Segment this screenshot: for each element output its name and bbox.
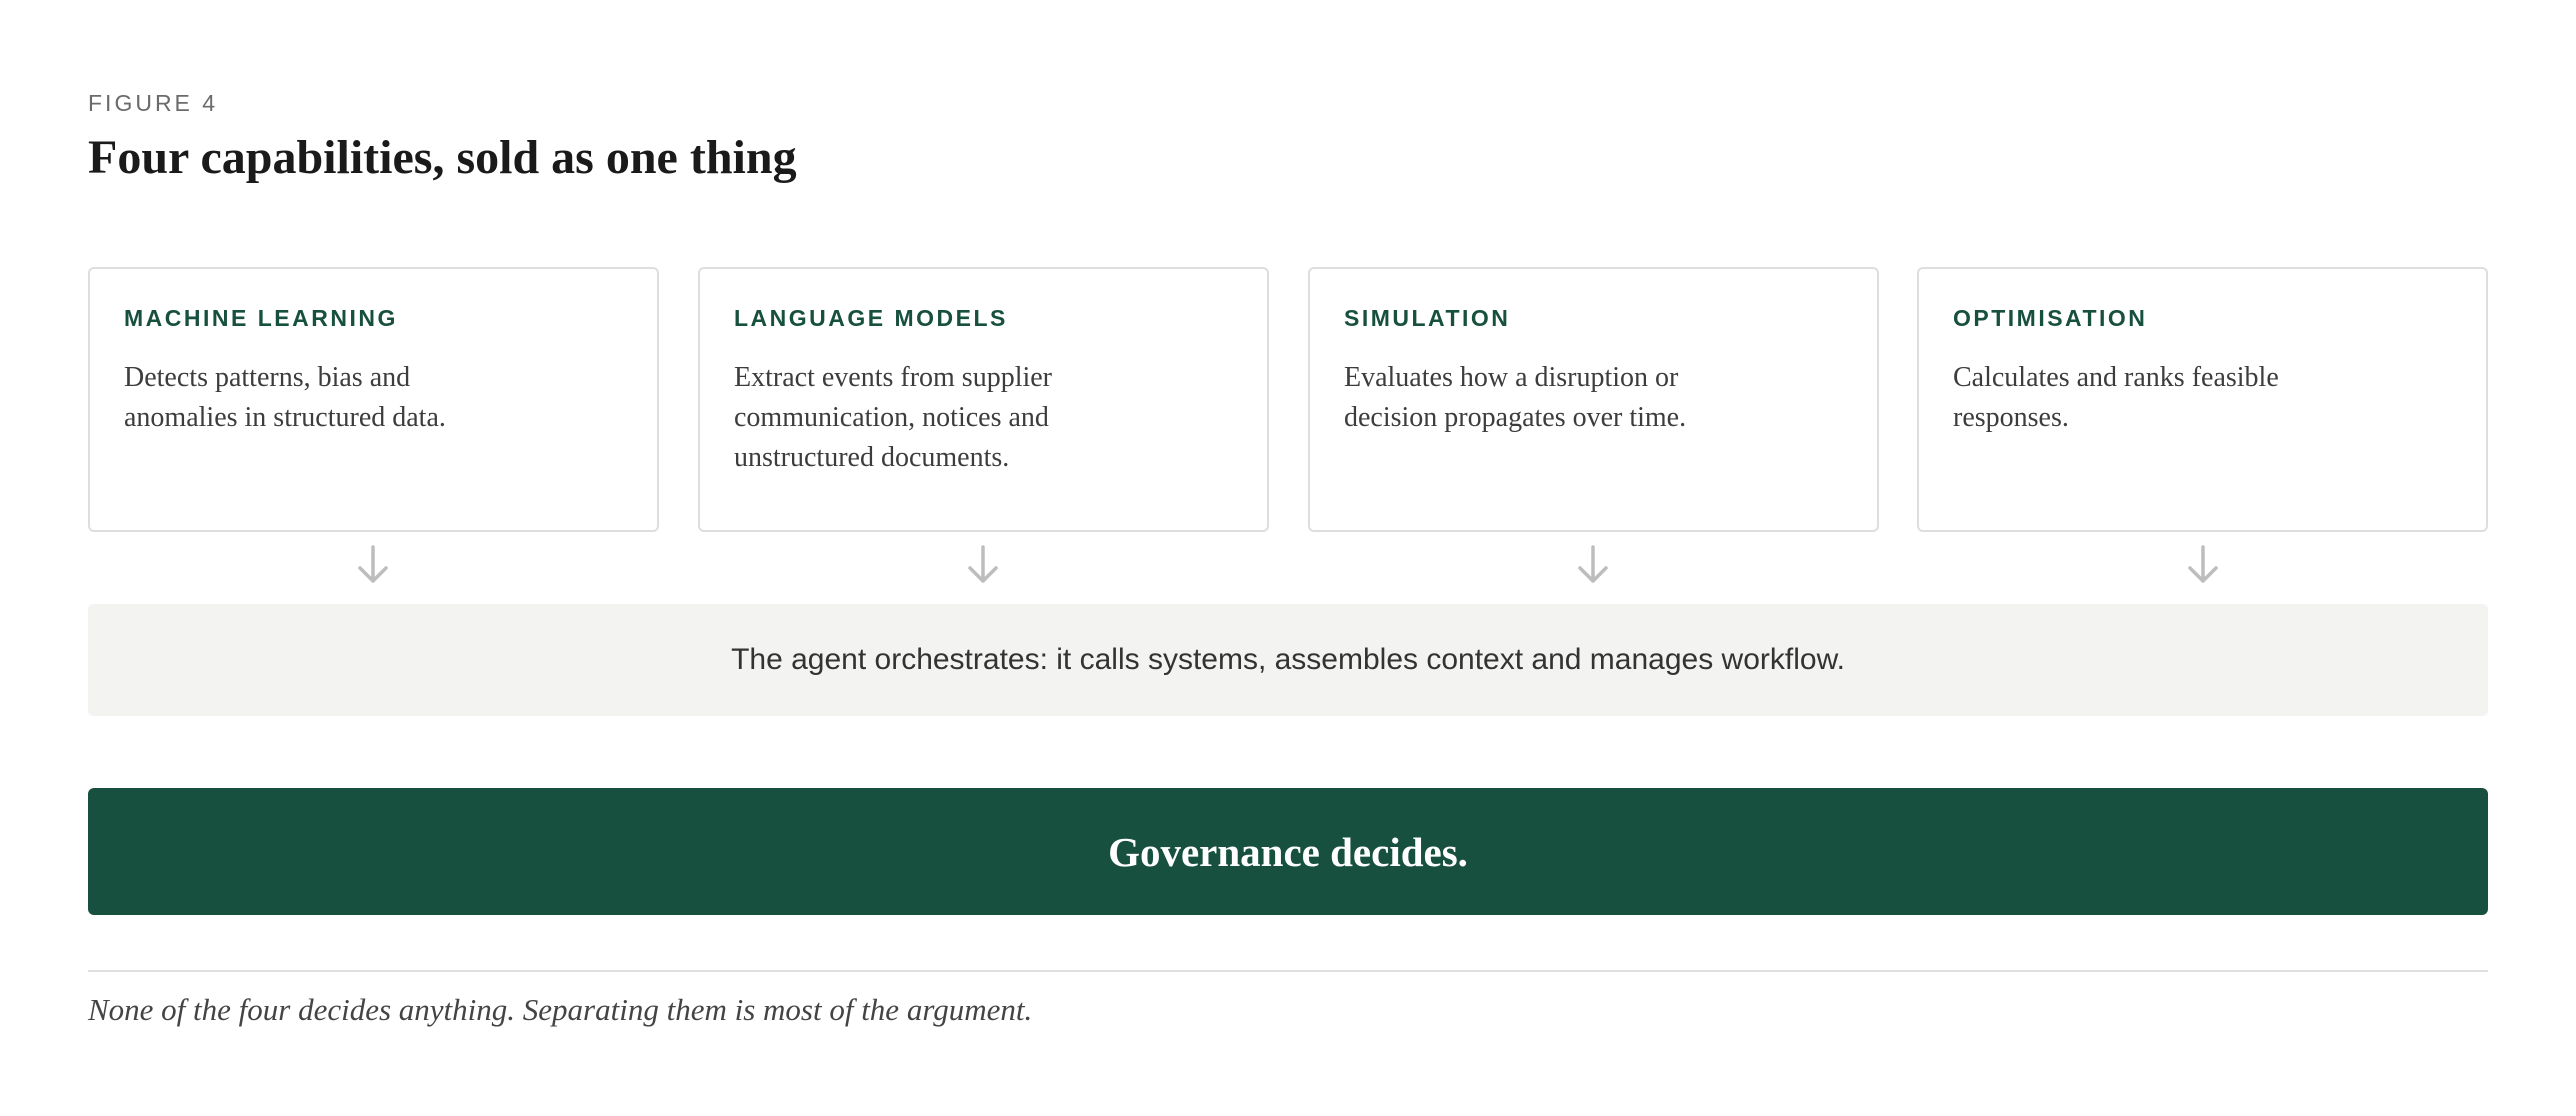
orchestrator-band — [88, 604, 2488, 716]
figure-title: Four capabilities, sold as one thing — [88, 131, 797, 184]
capability-card-optimisation — [1917, 267, 2488, 532]
arrow-down-icon — [1576, 545, 1610, 585]
capability-description: Evaluates how a disruption or decision propagates over time. — [1344, 362, 1687, 433]
arrow-down-icon — [2186, 545, 2220, 585]
capability-card-machine-learning — [88, 267, 659, 532]
capability-description: Extract events from supplier communication, notices and unstructured documents. — [734, 362, 1053, 473]
capability-cards — [88, 267, 2488, 532]
capability-card-simulation — [1308, 267, 1879, 532]
capability-title: MACHINE LEARNING — [124, 305, 398, 331]
orchestrator-text: The agent orchestrates: it calls systems, assembles context and manages workflow. — [731, 643, 1845, 676]
figure-caption: None of the four decides anything. Separating them is most of the argument. — [88, 992, 1033, 1027]
divider — [88, 970, 2488, 972]
arrow-down-icon — [966, 545, 1000, 585]
capability-title: OPTIMISATION — [1953, 305, 2148, 331]
capability-description: Calculates and ranks feasible responses. — [1953, 362, 2279, 433]
figure-label: FIGURE 4 — [88, 90, 219, 116]
capability-description: Detects patterns, bias and anomalies in structured data. — [124, 362, 446, 433]
capability-title: LANGUAGE MODELS — [734, 305, 1008, 331]
capability-title: SIMULATION — [1344, 305, 1511, 331]
governance-text: Governance decides. — [1108, 828, 1468, 875]
governance-band — [88, 788, 2488, 915]
capability-card-language-models — [698, 267, 1269, 532]
arrow-down-icon — [356, 545, 390, 585]
figure-container — [88, 0, 2488, 1116]
